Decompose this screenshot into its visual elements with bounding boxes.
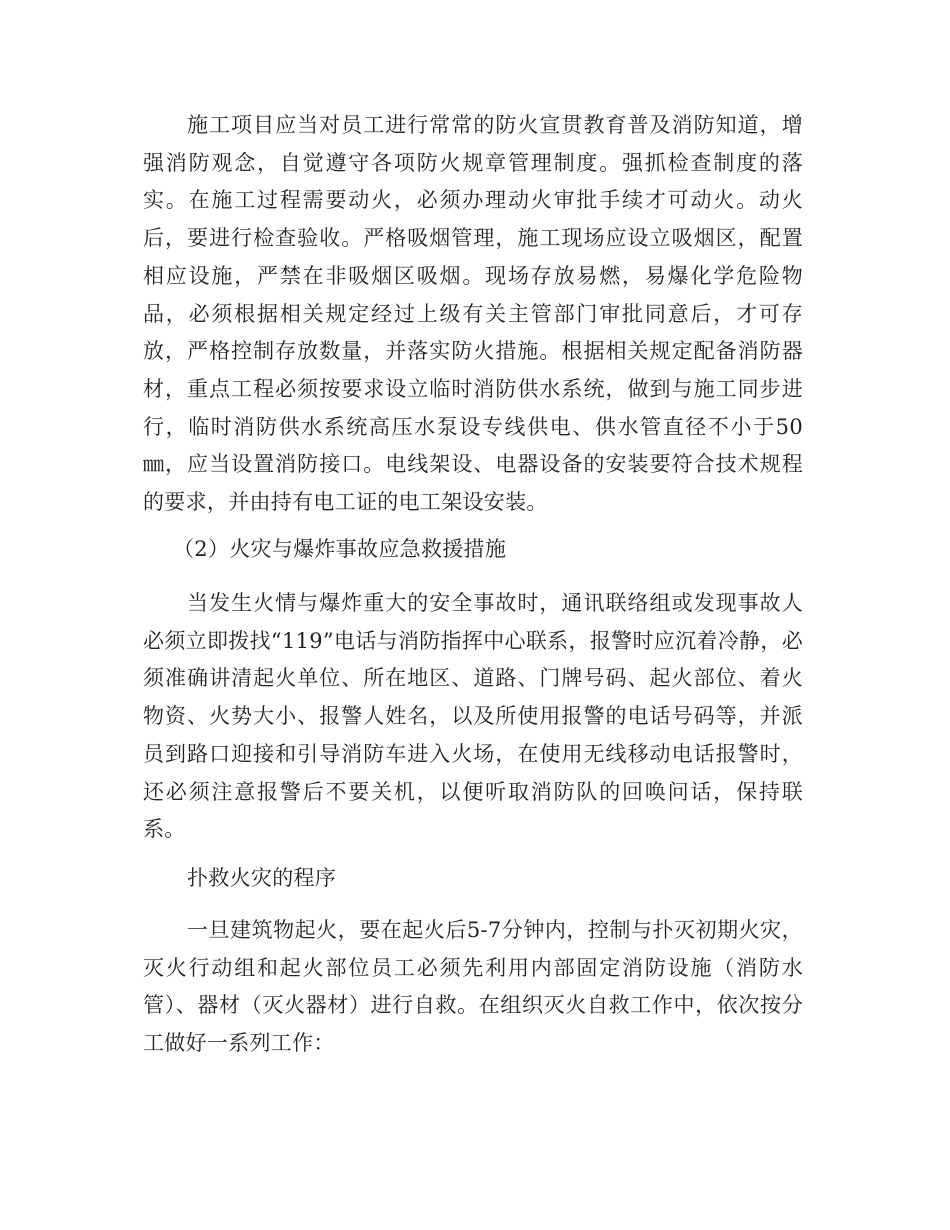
- paragraph-fire-reporting: 当发生火情与爆炸重大的安全事故时，通讯联络组或发现事故人必须立即拨找“119”电话与消防指挥中心联系，报警时应沉着冷静，必须准确讲清起火单位、所在地区、道路、门牌号码、起火部位、着火物资、火势大小、报警人姓名，以及所使用报警的电话号码等，并派员到路口迎接和引导消防车进入火场，在使用无线移动电话报警时，还必须注意报警后不要关机，以便听取消防队的回唤问话，保持联系。: [143, 591, 803, 842]
- paragraph-fire-prevention: 施工项目应当对员工进行常常的防火宣贯教育普及消防知道，增强消防观念，自觉遵守各项防火规章管理制度。强抓检查制度的落实。在施工过程需要动火，必须办理动火审批手续才可动火。动火后，要进行检查验收。严格吸烟管理，施工现场应设立吸烟区，配置相应设施，严禁在非吸烟区吸烟。现场存放易燃，易爆化学危险物品，必须根据相关规定经过上级有关主管部门审批同意后，才可存放，严格控制存放数量，并落实防火措施。根据相关规定配备消防器材，重点工程必须按要求设立临时消防供水系统，做到与施工同步进行，临时消防供水系统高压水泵设专线供电、供水管直径不小于50㎜，应当设置消防接口。电线架设、电器设备的安装要符合技术规程的要求，并由持有电工证的电工架设安装。: [143, 113, 803, 515]
- paragraph-initial-firefighting: 一旦建筑物起火，要在起火后5-7分钟内，控制与扑灭初期火灾，灭火行动组和起火部位员工必须先利用内部固定消防设施（消防水管）、器材（灭火器材）进行自救。在组织灭火自救工作中，依次按分工做好一系列工作：: [143, 918, 803, 1056]
- section-heading-firefighting-procedure: 扑救火灾的程序: [187, 866, 337, 890]
- section-heading-emergency-rescue: （2）火灾与爆炸事故应急救援措施: [173, 537, 507, 561]
